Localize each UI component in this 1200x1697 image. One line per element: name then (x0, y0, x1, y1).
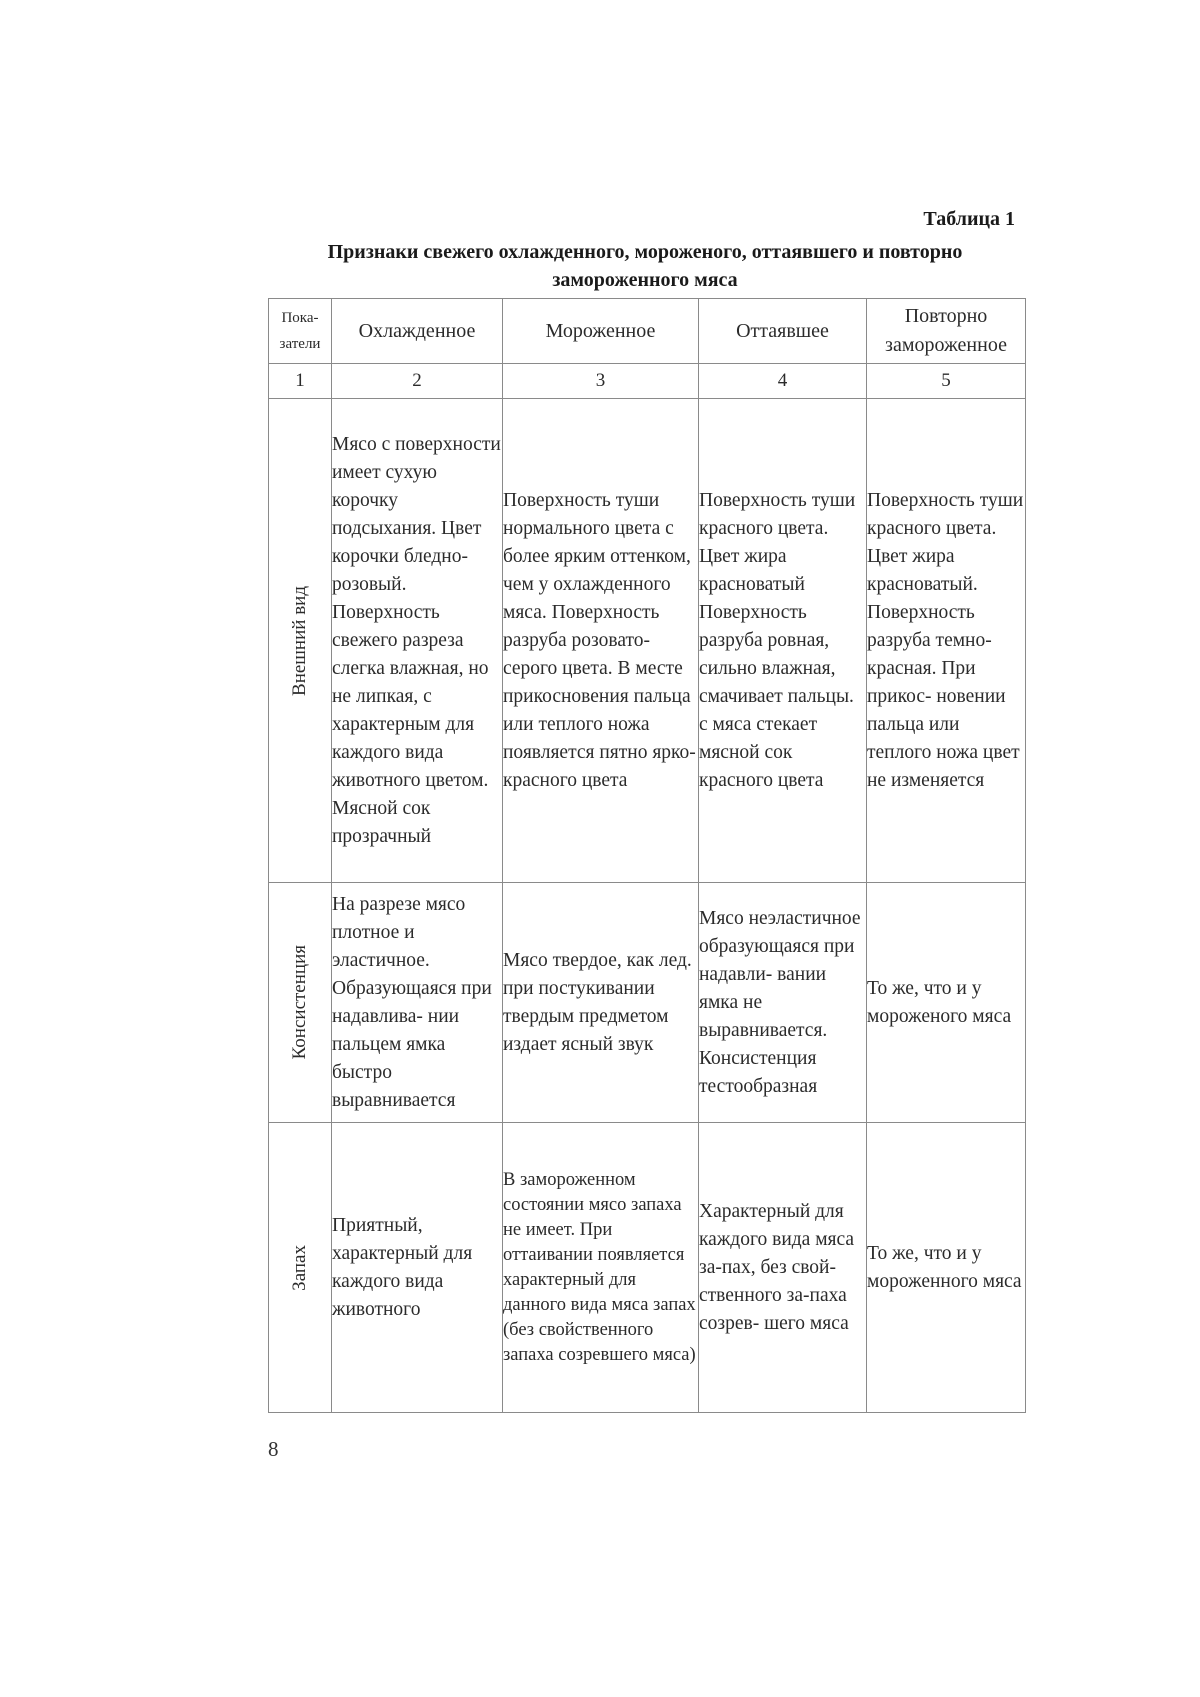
header-chilled: Охлажденное (332, 299, 503, 364)
header-refrozen: Повторно замороженное (867, 299, 1026, 364)
table-title (265, 238, 1025, 294)
cell-consistency-chilled: На разрезе мясо плотное и эластичное. Образующаяся при надавлива- нии пальцем ямка быстро выравнивается (332, 883, 503, 1123)
row-label-appearance: Внешний вид (289, 585, 310, 696)
column-number-row (269, 364, 1026, 399)
table-row-appearance (269, 399, 1026, 883)
column-number: 3 (503, 364, 699, 399)
cell-smell-thawed: Характерный для каждого вида мяса за-пах, без свой-ственного за-паха созрев- шего мяса (699, 1123, 867, 1413)
row-label-smell: Запах (289, 1244, 310, 1291)
table-title-line-1: Признаки свежего охлажденного, мороженого, оттаявшего и повторно (327, 241, 963, 263)
header-indicator: Пока- затели (269, 299, 332, 364)
table-title-line-2: замороженного мяса (552, 269, 738, 291)
cell-smell-chilled: Приятный, характерный для каждого вида животного (332, 1123, 503, 1413)
table-row-smell (269, 1123, 1026, 1413)
cell-appearance-thawed: Поверхность туши красного цвета. Цвет жира красноватый Поверхность разруба ровная, сильно влажная, смачивает пальцы. с мяса стекает мясной сок красного цвета (699, 399, 867, 883)
cell-smell-frozen: В замороженном состоянии мясо запаха не имеет. При оттаивании появляется характерный для данного вида мяса запах (без свойственного запаха созревшего мяса) (503, 1123, 699, 1413)
column-number: 5 (867, 364, 1026, 399)
cell-consistency-thawed: Мясо неэластичное образующаяся при надавли- вании ямка не выравнивается. Консистенция тестообразная (699, 883, 867, 1123)
cell-smell-refrozen: То же, что и у мороженного мяса (867, 1123, 1026, 1413)
header-thawed: Оттаявшее (699, 299, 867, 364)
column-number: 2 (332, 364, 503, 399)
cell-consistency-refrozen: То же, что и у мороженого мяса (867, 883, 1026, 1123)
row-label-cell (269, 1123, 332, 1413)
page-number: 8 (268, 1437, 279, 1461)
cell-appearance-chilled: Мясо с поверхности имеет сухую корочку подсыхания. Цвет корочки бледно- розовый. Поверхность свежего разреза слегка влажная, но не липкая, с характерным для каждого вида животного цветом. Мясной сок прозрачный (332, 399, 503, 883)
table-label: Таблица 1 (923, 208, 1015, 230)
row-label-consistency: Консистенция (289, 945, 310, 1060)
table-row-consistency (269, 883, 1026, 1123)
meat-signs-table (268, 298, 1026, 1413)
cell-appearance-frozen: Поверхность туши нормального цвета с более ярким оттенком, чем у охлажденного мяса. Поверхность разруба розовато- серого цвета. В месте прикосновения пальца или теплого ножа появляется пятно ярко-красного цвета (503, 399, 699, 883)
column-number: 4 (699, 364, 867, 399)
header-row (269, 299, 1026, 364)
row-label-cell (269, 883, 332, 1123)
row-label-cell (269, 399, 332, 883)
header-frozen: Мороженное (503, 299, 699, 364)
cell-consistency-frozen: Мясо твердое, как лед. при постукивании твердым предметом издает ясный звук (503, 883, 699, 1123)
cell-appearance-refrozen: Поверхность туши красного цвета. Цвет жира красноватый. Поверхность разруба темно- красная. При прикос- новении пальца или теплого ножа цвет не изменяется (867, 399, 1026, 883)
column-number: 1 (269, 364, 332, 399)
